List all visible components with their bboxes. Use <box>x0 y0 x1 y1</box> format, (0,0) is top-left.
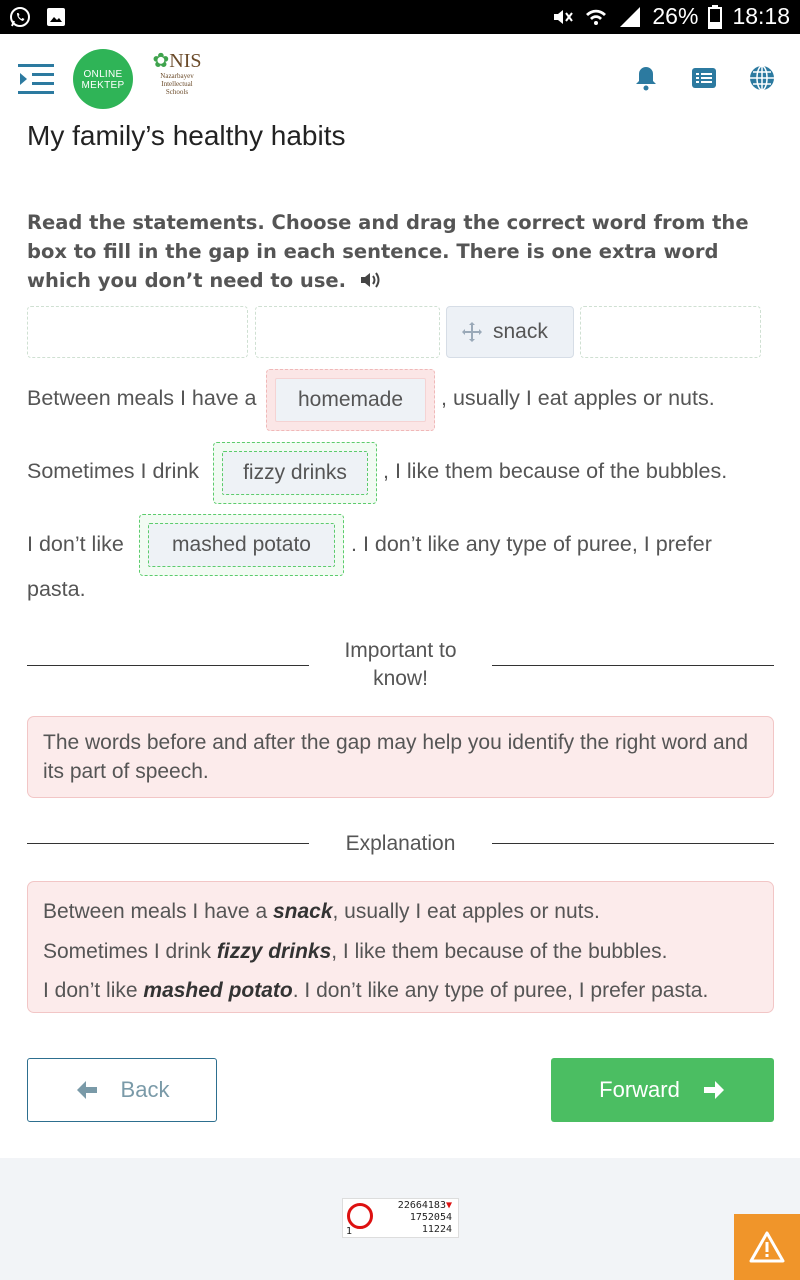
divider-line <box>492 843 774 844</box>
explanation-keyword: snack <box>272 900 333 923</box>
globe-icon[interactable] <box>748 64 776 92</box>
explanation-heading: Explanation <box>345 832 456 855</box>
battery-icon <box>708 5 722 29</box>
gap-3-correct[interactable] <box>139 514 344 576</box>
divider-line <box>27 665 309 666</box>
clock: 18:18 <box>732 3 790 29</box>
hint-box: The words before and after the gap may help you identify the right word and its part of speech. <box>27 716 774 798</box>
sentence-3-after: . I don’t like any type of puree, I prefer <box>351 532 712 556</box>
wifi-icon <box>584 5 608 29</box>
move-icon <box>461 321 483 343</box>
gap-1-answer[interactable]: homemade <box>275 378 426 422</box>
arrow-right-icon <box>702 1079 726 1101</box>
word-bank-slot <box>580 306 761 358</box>
word-bank-slot <box>27 306 248 358</box>
explanation-keyword: fizzy drinks <box>216 939 332 963</box>
nis-logo: ✿NIS Nazarbayev Intellectual Schools <box>152 50 202 96</box>
explanation-line: Between meals I have a snack, usually I eat apples or nuts. <box>43 900 600 923</box>
app-header <box>0 34 800 124</box>
gap-1-incorrect[interactable] <box>266 369 435 431</box>
gap-2-correct[interactable] <box>213 442 377 504</box>
explanation-line: Sometimes I drink fizzy drinks, I like them because of the bubbles. <box>43 939 668 963</box>
report-problem-button[interactable] <box>734 1214 800 1280</box>
menu-collapse-icon[interactable] <box>18 62 56 96</box>
sentence-3-before: I don’t like <box>27 532 124 556</box>
bell-icon[interactable] <box>632 64 660 92</box>
sentence-3-continuation: pasta. <box>27 577 86 601</box>
warning-icon <box>749 1231 785 1263</box>
signal-icon <box>618 5 642 29</box>
divider-line <box>27 843 309 844</box>
sentence-1-after: , usually I eat apples or nuts. <box>441 386 715 410</box>
word-bank-slot <box>255 306 440 358</box>
online-mektep-logo[interactable]: ONLINE MEKTEP <box>73 49 133 109</box>
whatsapp-icon <box>8 5 32 29</box>
page-title: My family’s healthy habits <box>27 120 346 151</box>
forward-button[interactable]: Forward <box>551 1058 774 1122</box>
explanation-line: I don’t like mashed potato. I don’t like any type of puree, I prefer pasta. <box>43 979 709 1002</box>
sentence-2-after: , I like them because of the bubbles. <box>383 459 728 483</box>
sentence-1-before: Between meals I have a <box>27 386 257 410</box>
divider-line <box>492 665 774 666</box>
gallery-icon <box>44 5 68 29</box>
important-heading: Important to know! <box>344 639 457 690</box>
list-icon[interactable] <box>690 64 718 92</box>
mute-icon <box>550 5 574 29</box>
sentence-2-before: Sometimes I drink <box>27 459 200 483</box>
word-chip-snack[interactable]: snack <box>446 306 574 358</box>
status-bar <box>0 0 800 34</box>
arrow-left-icon <box>75 1079 99 1101</box>
gap-3-answer[interactable]: mashed potato <box>148 523 335 567</box>
explanation-keyword: mashed potato <box>143 979 293 1002</box>
back-button[interactable]: Back <box>27 1058 217 1122</box>
visit-counter: 1 22664183▼ 1752054 11224 <box>342 1198 459 1238</box>
explanation-box <box>27 881 774 1013</box>
instruction-text: Read the statements. Choose and drag the correct word from the box to fill in the gap in each sentence. There is one extra word which you don’t need to use. <box>27 211 749 292</box>
gap-2-answer[interactable]: fizzy drinks <box>222 451 368 495</box>
battery-percent: 26% <box>652 3 699 29</box>
speaker-icon[interactable] <box>359 270 383 290</box>
